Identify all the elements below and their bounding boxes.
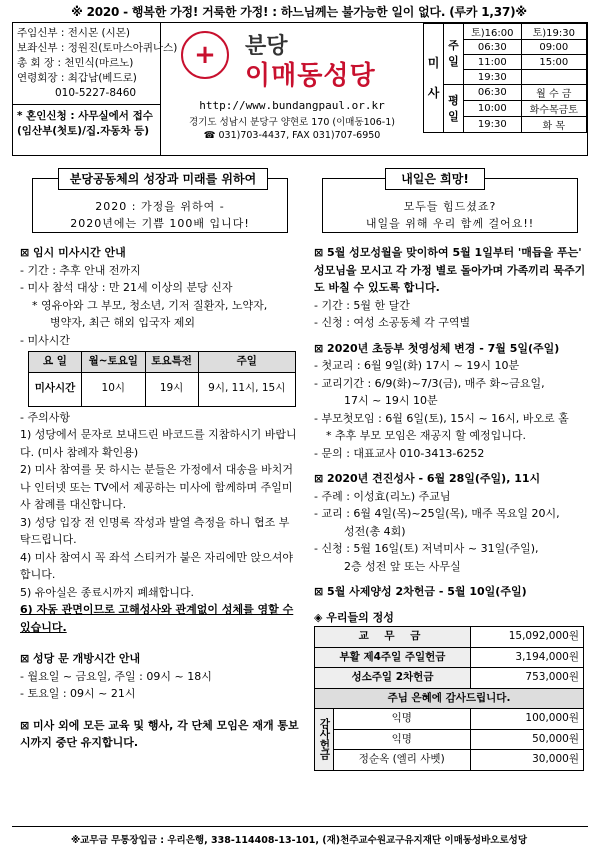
notice-6: 6) 자동 관면이므로 고해성사와 관계없이 성체를 영할 수 있습니다.: [20, 603, 294, 634]
rosary-apply: - 신청 : 여성 소공동체 각 구역별: [314, 316, 471, 329]
offering-title: ◈ 우리들의 정성: [314, 610, 394, 624]
church-name-1: 분당: [245, 34, 288, 59]
conf-apply: - 신청 : 5월 16일(토) 저녁미사 ~ 31일(주일),: [314, 542, 539, 555]
fc-first-class: - 첫교리 : 6월 9일(화) 17시 ~ 19시 10분: [314, 359, 520, 372]
section-first-communion: ⊠ 2020년 초등부 첫영성체 변경 - 7월 5일(주일): [314, 341, 560, 355]
door-hours-saturday: - 토요일 : 09시 ~ 21시: [20, 687, 136, 700]
staff-note: * 혼인신청 : 사무실에서 접수 (임산부(첫토)/집.자동차 등): [17, 110, 153, 137]
staff-funeral: 연령회장 : 최갑남(베드로): [17, 72, 137, 84]
staff-assistant: 보좌신부 : 정원진(토마스아퀴나스): [17, 42, 178, 54]
staff-panel: [13, 23, 178, 155]
right-banner-line1: 모두들 힘드셨죠?: [403, 200, 497, 213]
staff-pastor: 주임신부 : 전시몬 (시몬): [17, 27, 131, 39]
fc-contact: - 문의 : 대표교사 010-3413-6252: [314, 446, 485, 460]
thanks-row: 주님 은혜에 감사드립니다.: [315, 688, 584, 709]
offering-table: 교 무 금 15,092,000원 부활 제4주일 주일헌금 3,194,000원 성소주일 2차헌금 753,000원 주님 은혜에 감사드립니다. 감사헌금 익명 100,000원 익명 50,000원 정순옥 (엘리 사벳) 30,000원: [314, 626, 584, 771]
conf-apply-2: 2층 성전 앞 또는 사무실: [344, 559, 461, 573]
conf-class: - 교리 : 6월 4일(목)~25일(목), 매주 목요일 20시,: [314, 507, 560, 520]
rosary-period: - 기간 : 5월 한 달간: [314, 298, 410, 312]
fc-period: - 교리기간 : 6/9(화)~7/3(금), 매주 화~금요일,: [314, 376, 545, 390]
door-hours-weekday: - 월요일 ~ 금요일, 주일 : 09시 ~ 18시: [20, 669, 212, 683]
notice-2: 2) 미사 참여를 못 하시는 분들은 가정에서 대송을 바치거나 인터넷 또는 TV에서 제공하는 미사에 함께하며 주일미사 참례를 대신합니다.: [20, 463, 294, 511]
section-door-hours: ⊠ 성당 문 개방시간 안내: [20, 652, 141, 665]
right-banner-title: 내일은 희망!: [385, 168, 485, 190]
left-banner-title: 분당공동체의 성장과 미래를 위하여: [58, 168, 268, 190]
temp-mass-time-label: - 미사시간: [20, 333, 70, 347]
fc-parent-note: * 추후 부모 모임은 재공지 할 예정입니다.: [326, 429, 526, 442]
section-may-rosary: ⊠ 5월 성모성월을 맞이하여 5월 1일부터 '매듭을 푸는' 성모님을 모시고 각 가정 별로 돌아가며 가족끼리 묵주기도 바칠 수 있도록 합니다.: [314, 246, 586, 294]
church-logo-area: [161, 23, 423, 155]
notice-3: 3) 성당 입장 전 인명록 작성과 발열 측정을 하니 협조 부탁드립니다.: [20, 515, 290, 546]
staff-phone: 010-5227-8460: [55, 87, 137, 99]
notice-4: 4) 미사 참여시 꼭 좌석 스티커가 붙은 자리에만 앉으셔야 합니다.: [20, 550, 294, 581]
conf-class-2: 성전(총 4회): [344, 524, 406, 538]
fc-parent-meeting: - 부모첫모임 : 6월 6일(토), 15시 ~ 16시, 바오로 홀: [314, 411, 569, 425]
mass-schedule: 미 사 주 일 토)16:00 토)19:30 06:30 09:00 11:00 15:00 19:30 평 일 06:30 월 수 금 10:00 화수목금토 19:30 화 목: [423, 23, 587, 155]
thanks-offering-label: 감사헌금: [315, 709, 334, 771]
section-suspend: ⊠ 미사 외에 모든 교육 및 행사, 각 단체 모임은 재개 통보시까지 중단 유지합니다.: [20, 718, 299, 749]
conf-celebrant: - 주례 : 이성효(리노) 주교님: [314, 489, 451, 503]
mass-label: 미 사: [424, 24, 444, 133]
left-banner-line1: 2020 : 가정을 위하여 -: [95, 200, 225, 213]
header-box: [12, 22, 588, 156]
section-temp-mass: ⊠ 임시 미사시간 안내: [20, 246, 126, 259]
staff-president: 총 회 장 : 천민식(마르노): [17, 57, 134, 69]
church-name-2: 이매동성당: [245, 61, 376, 91]
left-banner-line2: 2020년에는 기쁨 100배 입니다!: [70, 217, 250, 230]
temp-mass-period: - 기간 : 추후 안내 전까지: [20, 263, 141, 277]
section-confirmation: ⊠ 2020년 견진성사 - 6월 28일(주일), 11시: [314, 472, 541, 485]
temp-mass-target: - 미사 참석 대상 : 만 21세 이상의 분당 신자: [20, 281, 233, 294]
right-column: [314, 244, 590, 771]
fc-period-time: 17시 ~ 19시 10분: [344, 394, 438, 407]
church-seal-icon: +: [181, 31, 229, 79]
mass-time-table: 요 일 월~토요일 토요특전 주일 미사시간 10시 19시 9시, 11시, 15시: [28, 351, 296, 407]
sunday-label: 주 일: [444, 24, 464, 85]
right-banner-line2: 내일을 위해 우리 함께 걸어요!!: [365, 217, 535, 230]
website-url[interactable]: http://www.bundangpaul.or.kr: [199, 99, 385, 112]
left-column: [20, 244, 300, 752]
notice-title: - 주의사항: [20, 410, 70, 424]
notice-1: 1) 성당에서 문자로 보내드린 바코드를 지참하시기 바랍니다. (미사 참례자 확인용): [20, 428, 297, 459]
temp-mass-exclude: * 영유아와 그 부모, 청소년, 기저 질환자, 노약자,: [32, 298, 268, 312]
church-address: 경기도 성남시 분당구 양현로 170 (이매동106-1) ☎ 031)703-4437, FAX 031)707-6950: [189, 117, 395, 141]
notice-5: 5) 유아실은 종료시까지 폐쇄합니다.: [20, 585, 195, 599]
weekday-label: 평 일: [444, 85, 464, 133]
temp-mass-exclude-2: 병약자, 최근 해외 입국자 제외: [50, 316, 195, 329]
section-seminary-collection: ⊠ 5월 사제양성 2차헌금 - 5월 10일(주일): [314, 585, 527, 598]
footer-bank-info: ※교무금 무통장입금 : 우리은행, 338-114408-13-101, (재)천주교수원교구유지재단 이매동성바오로성당: [71, 835, 527, 846]
motto: ※ 2020 - 행복한 가정! 거룩한 가정! : 하느님께는 불가능한 일이 없다. (루카 1,37)※: [71, 5, 527, 19]
